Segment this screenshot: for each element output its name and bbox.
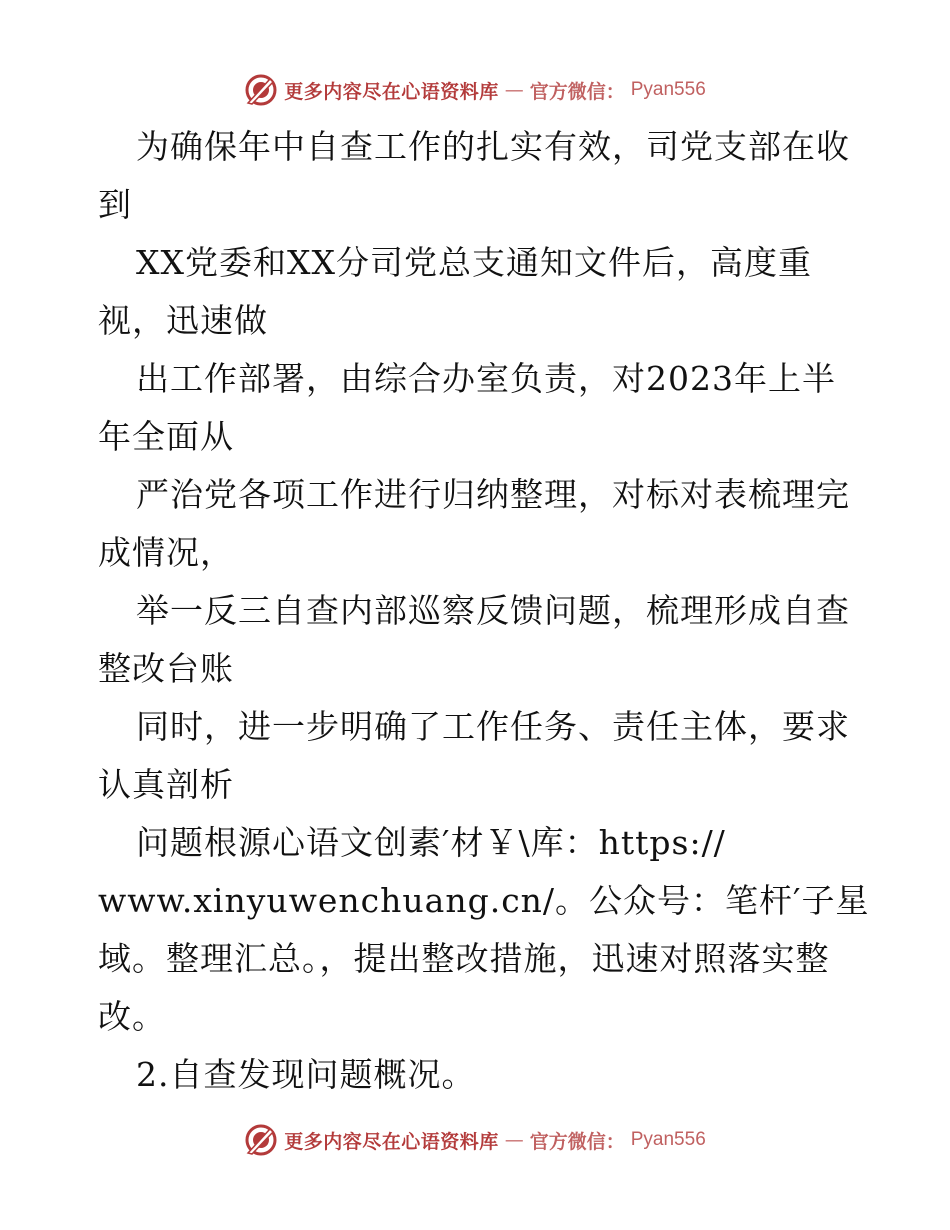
text-line: 年全面从 (98, 417, 234, 456)
text-line: 同时，进一步明确了工作任务、责任主体，要求 (136, 707, 850, 746)
text-line: 严治党各项工作进行归纳整理，对标对表梳理完 (136, 475, 850, 514)
document-body (98, 118, 870, 1104)
text-line: 举一反三自查内部巡察反馈问题，梳理形成自查 (136, 591, 850, 630)
banner-wechat-id: Pyan556 (630, 1129, 706, 1150)
text-line: 改。 (98, 997, 166, 1036)
text-line: 出工作部署，由综合办室负责，对2023年上半 (136, 359, 836, 398)
banner-separator: — (504, 79, 524, 101)
text-line: 为确保年中自查工作的扎实有效，司党支部在收 (136, 127, 850, 166)
text-line: 认真剖析 (98, 765, 234, 804)
banner-wechat-label: 官方微信： (529, 1130, 625, 1153)
header-banner (0, 70, 950, 110)
banner-separator: — (504, 1129, 524, 1151)
banner-wechat-label: 官方微信： (529, 80, 625, 103)
text-line: 2.自查发现问题概况。 (136, 1055, 476, 1094)
quill-seal-icon (244, 73, 278, 107)
text-line: 问题根源心语文创素′材￥\库：https:// (136, 823, 726, 862)
text-line: 成情况， (98, 533, 234, 572)
quill-seal-icon (244, 1123, 278, 1157)
text-line: 整改台账 (98, 649, 234, 688)
banner-wechat-id: Pyan556 (630, 79, 706, 100)
text-line: 域。整理汇总。，提出整改措施，迅速对照落实整 (98, 939, 830, 978)
text-line: XX党委和XX分司党总支通知文件后，高度重 (136, 243, 812, 282)
text-line: 到 (98, 185, 132, 224)
text-line: www.xinyuwenchuang.cn/。公众号：笔杆′子星 (98, 881, 870, 920)
text-line: 视，迅速做 (98, 301, 268, 340)
footer-banner (0, 1120, 950, 1160)
banner-title: 更多内容尽在心语资料库 (284, 1130, 499, 1153)
banner-title: 更多内容尽在心语资料库 (284, 80, 499, 103)
